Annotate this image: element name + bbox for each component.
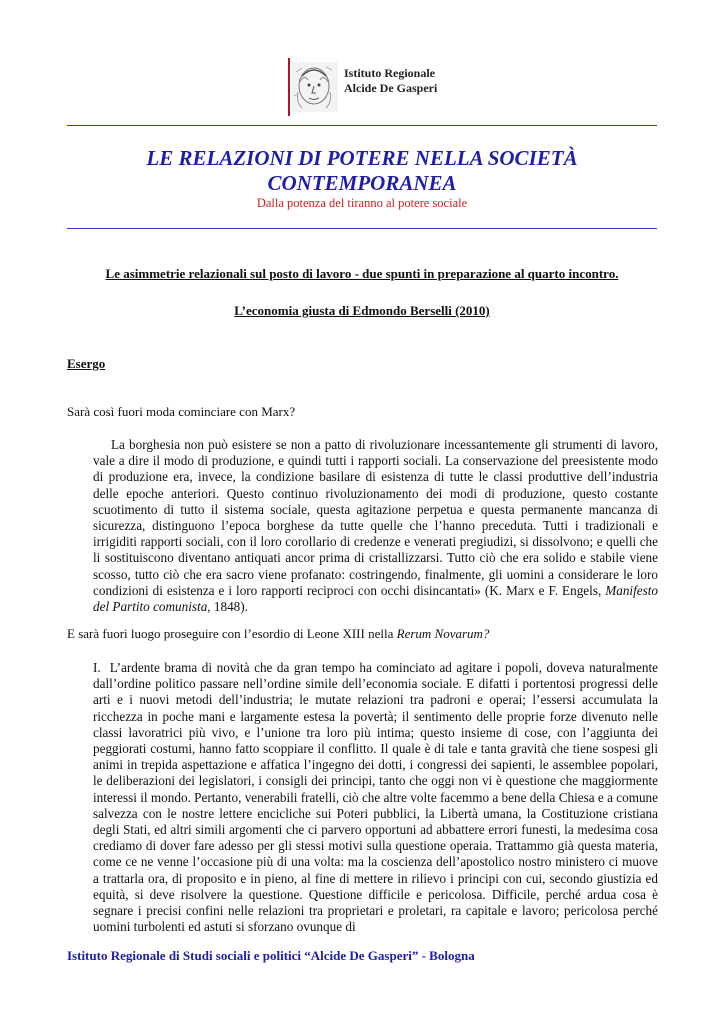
marx-quote: [93, 437, 658, 615]
q2-mid: nella: [364, 626, 397, 641]
title-line-1: LE RELAZIONI DI POTERE NELLA SOCIETÀ: [146, 146, 578, 170]
marx-quote-text: La borghesia non può esistere se non a patto di rivoluzionare incessantemente gli strumenti di lavoro, vale a dire il modo di produzione, e quindi tutti i rapporti sociali. La conservazione del preesistente modo di produzione era, invece, la condizione basilare di esistenza di tutte le classi produttive dell’industria delle epoche anteriori. Questo continuo rivoluzionamento dei modi di produzione, questo costante scuotimento di tutto il sistema sociale, questa agitazione perpetua e questa permanente mancanza di sicurezza, distinguono l’epoca borghese da tutte quelle che l’hanno preceduta. Tutti i tradizionali e irrigiditi rapporti sociali, con il loro corollario di credenze e venerati pregiudizi, si dissolvono; e quelli che li sostituiscono diventano antiquati ancor prima di cristallizzarsi. Tutto ciò che era solido e stabile viene scosso, tutto ciò che era sacro viene profanato: costringendo, finalmente, gli uomini a considerare le loro condizioni di esistenza e i loro rapporti reciproci con occhi disincantati» (K. Marx e F. Engels,: [93, 437, 658, 598]
rerum-novarum-quote: [93, 660, 658, 935]
logo-line-1: Istituto Regionale: [344, 66, 435, 80]
title-divider: [67, 228, 657, 229]
rerum-section-number: I.: [93, 660, 101, 675]
q2-pope-number: XIII: [342, 626, 365, 641]
section-heading: Le asimmetrie relazionali sul posto di lavoro - due spunti in preparazione al quarto incontro.: [105, 266, 619, 281]
institute-logo: [288, 58, 458, 118]
question-rerum-novarum: [67, 626, 489, 642]
marx-source-year: , 1848).: [207, 599, 248, 615]
title-line-2: CONTEMPORANEA: [267, 171, 457, 195]
top-divider: [67, 125, 657, 126]
question-marx: Sarà così fuori moda cominciare con Marx?: [67, 404, 296, 419]
document-title: [67, 146, 657, 196]
q2-initial: E: [67, 626, 75, 641]
logo-text: [344, 66, 437, 96]
document-subtitle: Dalla potenza del tiranno al potere sociale: [256, 196, 468, 210]
page-footer: Istituto Regionale di Studi sociali e politici “Alcide De Gasperi” - Bologna: [67, 948, 475, 963]
section-subheading: L’economia giusta di Edmondo Berselli (2010): [234, 303, 490, 318]
q2-text: sarà fuori luogo proseguire con l’esordio di Leone: [74, 626, 343, 641]
rerum-novarum-text: L’ardente brama di novità che da gran tempo ha cominciato ad agitare i popoli, doveva naturalmente dall’ordine politico passare nell’ordine simile dell’economia sociale. E difatti i portentosi progressi delle arti e i nuovi metodi dell’industria; le mutate relazioni tra padroni e operai; l’essersi accumulata la ricchezza in poche mani e largamente estesa la povertà; il sentimento delle proprie forze divenuto nelle classi lavoratrici più vivo, e l’unione tra loro più intima; questo insieme di cose, con l’aggiunta dei peggiorati costumi, hanno fatto scoppiare il conflitto. Il quale è di tale e tanta gravità che tiene sospesi gli animi in trepida aspettazione e affatica l’ingegno dei dotti, i congressi dei sapienti, le assemblee popolari, le deliberazioni dei legislatori, i consigli dei principi, tanto che oggi non vi è questione che maggiormente interessi il mondo. Pertanto, venerabili fratelli, ciò che altre volte facemmo a bene della Chiesa e a comune salvezza con le nostre lettere encicliche sui Poteri pubblici, la Libertà umana, la Costituzione cristiana degli Stati, ed altri simili argomenti che ci parvero opportuni ad abbattere errori funesti, la medesima cosa crediamo di dover fare adesso per gli stessi motivi sulla questione operaia. Trattammo già questa materia, come ce ne venne l’occasione più di una volta: ma la coscienza dell’apostolico nostro ministero ci muove a trattarla ora, di proposito e in pieno, al fine di mettere in rilievo i principi con cui, secondo giustizia ed equità, si deve risolvere la questione. Questione difficile e pericolosa. Difficile, perché ardua cosa è segnare i precisi confini nelle relazioni tra proprietari e proletari, ra capitale e lavoro; pericolosa perché uomini turbolenti ed astuti si sforzano ovunque di: [93, 660, 658, 935]
logo-line-2: Alcide De Gasperi: [344, 81, 438, 95]
marx-source-title: Manifesto del Partito comunista: [93, 582, 658, 615]
esergo-heading: Esergo: [67, 356, 106, 371]
q2-encyclical-title: Rerum Novarum?: [396, 626, 490, 641]
portrait-sketch-icon: [288, 62, 340, 112]
